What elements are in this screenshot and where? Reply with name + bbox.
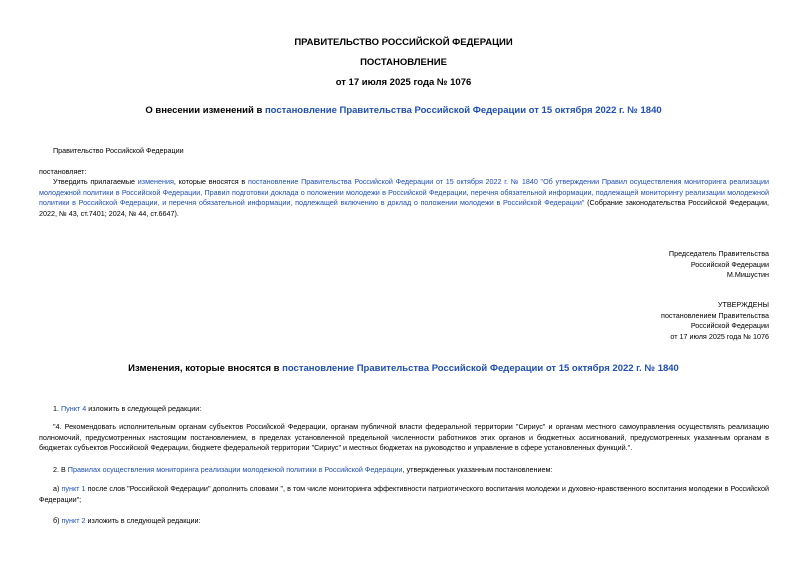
decree-text: , которые вносятся в: [173, 177, 248, 186]
changes-title-prefix: Изменения, которые вносятся в: [128, 363, 283, 374]
approved-by: постановлением Правительства: [661, 310, 769, 320]
approved-block: [560, 300, 769, 342]
signature-name: М.Мишустин: [726, 270, 769, 280]
change-text: , утвержденных указанным постановлением:: [402, 465, 553, 474]
change-item-a: [39, 484, 769, 505]
signature-country: Российской Федерации: [690, 259, 769, 269]
change-item-1: [53, 404, 201, 415]
change-text: 1.: [53, 404, 61, 413]
approved-label: УТВЕРЖДЕНЫ: [717, 300, 769, 309]
change-item-b: [53, 516, 201, 527]
government-heading: ПРАВИТЕЛЬСТВО РОССИЙСКОЙ ФЕДЕРАЦИИ: [294, 37, 513, 48]
change-text: 2. В: [53, 465, 68, 474]
change-text: а): [53, 484, 62, 493]
change-text: изложить в следующей редакции:: [85, 516, 201, 525]
signature-block: [560, 249, 769, 281]
link-monitoring-rules[interactable]: Правилах осуществления мониторинга реализации молодежной политики в Российской Федерации: [67, 465, 403, 474]
change-quote: "4. Рекомендовать исполнительным органам субъектов Российской Федерации, органам публичной власти федеральной территории "Сириус" и органам местного самоуправления осуществлять реализацию полномочий, предусмотренных настоящим постановлением, в пределах установленной предельной численности работников этих органов и бюджетных ассигнований, предусмотренных указанным органам в бюджетах субъектов Российской Федерации, бюджете федеральной территории "Сириус" и местных бюджетах на руководство и управление в сфере установленных функций.".: [39, 422, 769, 453]
link-decree-1840-full[interactable]: постановление Правительства Российской Федерации от 15 октября 2022 г. № 1840 "Об утверждении Правил осуществления мониторинга реализации молодежной политики в Российской Федерации, Правил подготовки доклада о положении молодежи в Российской Федерации, перечня обязательной информации, подлежащей мониторингу реализации молодежной политики в Российской Федерации, и перечня обязательной информации, подлежащей включению в доклад о положении молодежи в Российской Федерации": [39, 177, 769, 208]
change-text: б): [53, 516, 62, 525]
approved-country: Российской Федерации: [690, 321, 769, 331]
decree-text: Утвердить прилагаемые: [53, 177, 138, 186]
preamble-decides: постановляет:: [39, 167, 87, 176]
change-item-2: [53, 465, 552, 476]
change-text: изложить в следующей редакции:: [86, 404, 202, 413]
document-type: ПОСТАНОВЛЕНИЕ: [360, 57, 447, 68]
document-date: от 17 июля 2025 года № 1076: [335, 77, 472, 88]
decree-paragraph: [39, 177, 769, 219]
changes-title-link[interactable]: постановление Правительства Российской Федерации от 15 октября 2022 г. № 1840: [282, 363, 679, 374]
title-prefix: О внесении изменений в: [145, 105, 265, 116]
preamble-subject: Правительство Российской Федерации: [53, 146, 184, 155]
approved-date: от 17 июля 2025 года № 1076: [670, 331, 769, 341]
link-punkt-4[interactable]: Пункт 4: [61, 404, 87, 413]
link-punkt-2[interactable]: пункт 2: [61, 516, 86, 525]
link-punkt-1[interactable]: пункт 1: [61, 484, 86, 493]
change-text: после слов "Российской Федерации" дополнить словами ", в том числе мониторинга эффективности патриотического воспитания молодежи и духовно-нравственного воспитания молодежи в Российской Федерации";: [39, 484, 770, 504]
title-link-decree-1840[interactable]: постановление Правительства Российской Федерации от 15 октября 2022 г. № 1840: [264, 105, 662, 116]
decree-text: (Собрание законодательства Российской Федерации, 2022, № 43, ст.7401; 2024, № 44, ст.6647).: [39, 198, 769, 218]
changes-title: [0, 363, 807, 374]
signature-title: Председатель Правительства: [668, 249, 769, 258]
link-changes[interactable]: изменения: [137, 177, 174, 186]
document-title: [0, 105, 807, 116]
